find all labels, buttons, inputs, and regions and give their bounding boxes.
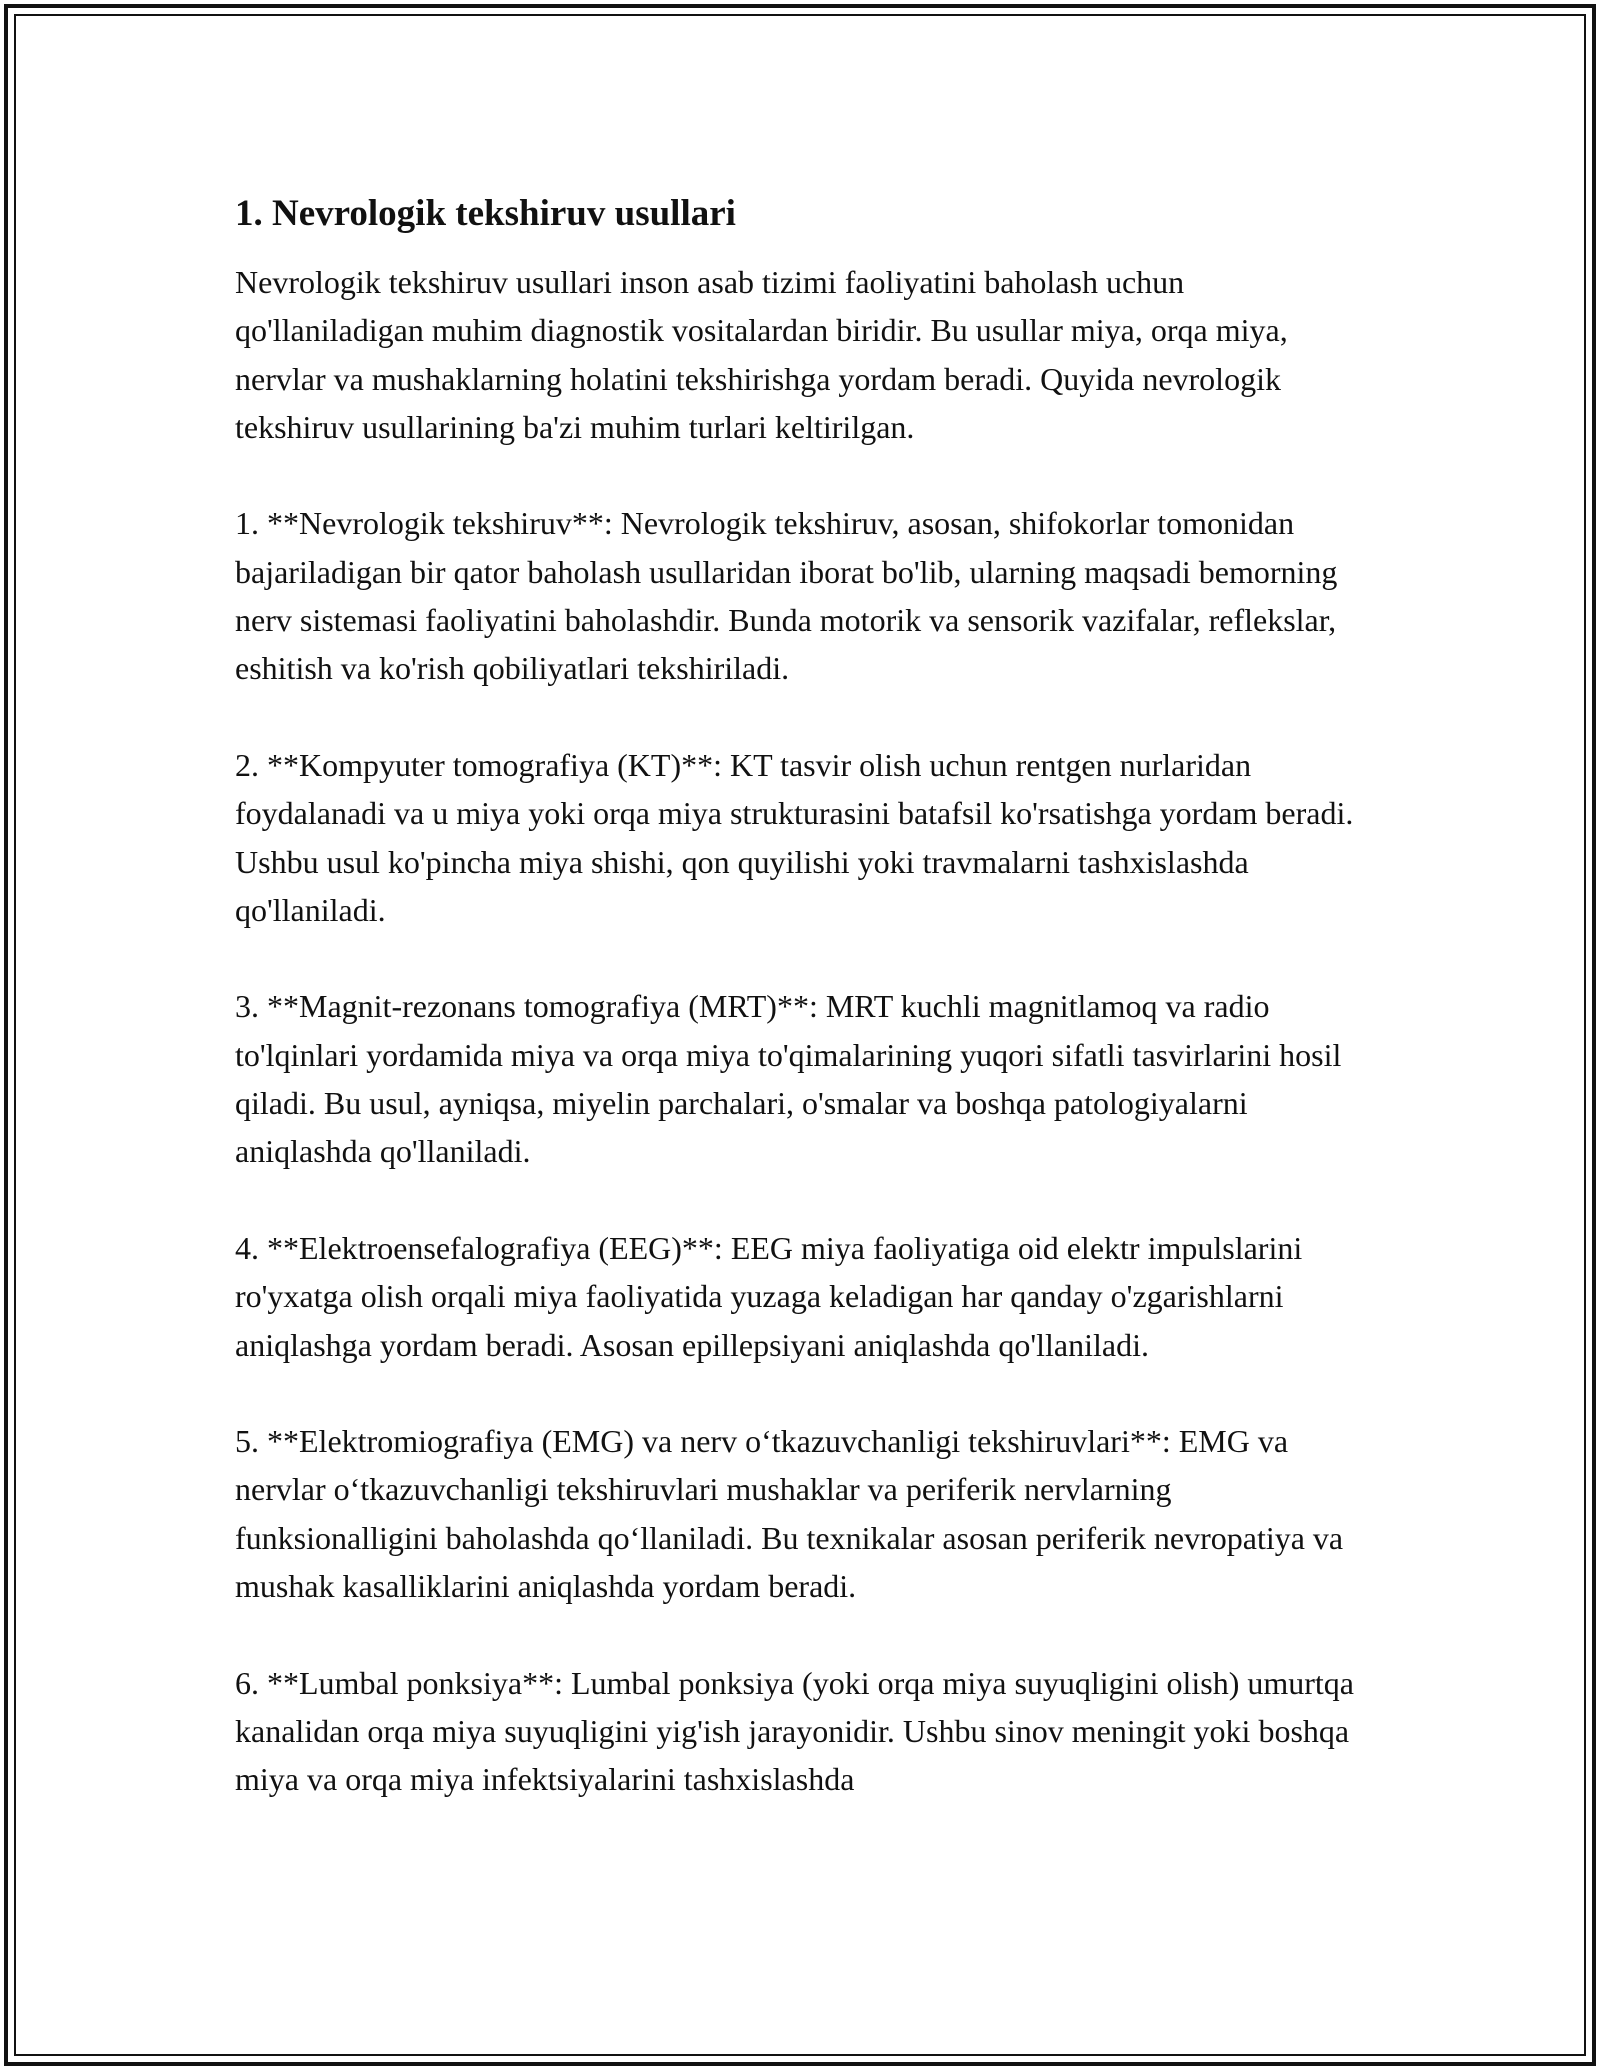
- item-neurological-exam: 1. **Nevrologik tekshiruv**: Nevrologik tekshiruv, asosan, shifokorlar tomonidan bajariladigan bir qator baholash usullaridan iborat bo'lib, ularning maqsadi bemorning nerv sistemasi faoliyatini baholashdir. Bunda motorik va sensorik vazifalar, reflekslar, eshitish va ko'rish qobiliyatlari tekshiriladi.: [235, 505, 1338, 687]
- item-eeg: 4. **Elektroensefalografiya (EEG)**: EEG miya faoliyatiga oid elektr impulslarini ro'yxatga olish orqali miya faoliyatida yuzaga keladigan har qanday o'zgarishlarni aniqlashga yordam beradi. Asosan epillepsiyani aniqlashda qo'llaniladi.: [235, 1229, 1303, 1363]
- section-heading: 1. Nevrologik tekshiruv usullari: [235, 193, 736, 234]
- item-emg: 5. **Elektromiografiya (EMG) va nerv o‘tkazuvchanligi tekshiruvlari**: EMG va nervlar o‘tkazuvchanligi tekshiruvlari mushaklar va periferik nervlarning funksionalligini baholashda qo‘llaniladi. Bu texnikalar asosan periferik nevropatiya va mushak kasalliklarini aniqlashda yordam beradi.: [235, 1423, 1344, 1605]
- document-body: [235, 188, 1375, 1804]
- item-lumbar-puncture: 6. **Lumbal ponksiya**: Lumbal ponksiya (yoki orqa miya suyuqligini olish) umurtqa kanalidan orqa miya suyuqligini yig'ish jarayonidir. Ushbu sinov meningit yoki boshqa miya va orqa miya infektsiyalarini tashxislashda: [235, 1664, 1354, 1798]
- item-mri: 3. **Magnit-rezonans tomografiya (MRT)**: MRT kuchli magnitlamoq va radio to'lqinlari yordamida miya va orqa miya to'qimalarining yuqori sifatli tasvirlarini hosil qiladi. Bu usul, ayniqsa, miyelin parchalari, o'smalar va boshqa patologiyalarni aniqlashda qo'llaniladi.: [235, 988, 1342, 1170]
- intro-paragraph: Nevrologik tekshiruv usullari inson asab tizimi faoliyatini baholash uchun qo'llaniladigan muhim diagnostik vositalardan biridir. Bu usullar miya, orqa miya, nervlar va mushaklarning holatini tekshirishga yordam beradi. Quyida nevrologik tekshiruv usullarining ba'zi muhim turlari keltirilgan.: [235, 264, 1288, 445]
- item-ct-scan: 2. **Kompyuter tomografiya (KT)**: KT tasvir olish uchun rentgen nurlaridan foydalanadi va u miya yoki orqa miya strukturasini batafsil ko'rsatishga yordam beradi. Ushbu usul ko'pincha miya shishi, qon quyilishi yoki travmalarni tashxislashda qo'llaniladi.: [235, 746, 1354, 928]
